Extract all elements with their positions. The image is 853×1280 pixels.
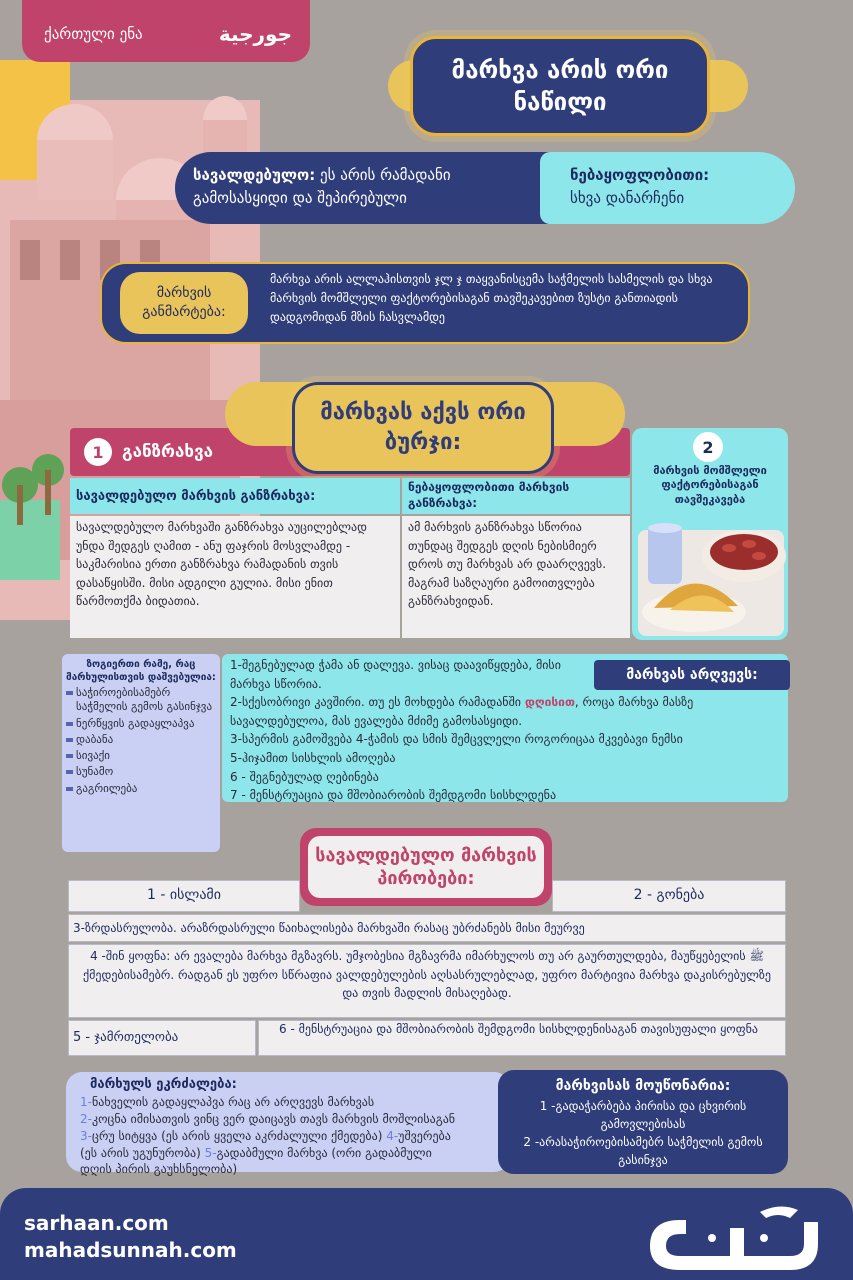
- breaker-item-7: 7 - მენსტრუაცია და მშობიარობის შემდგომი სისხლდენა: [230, 788, 557, 803]
- prohibited-num: 2-: [80, 1111, 92, 1126]
- voluntary-type: [540, 152, 795, 224]
- prohibited-list: [80, 1094, 496, 1178]
- prohibited-title: მარხულს ეკრძალება:: [90, 1077, 237, 1092]
- definition-label: მარხვის განმარტება:: [120, 272, 248, 334]
- voluntary-text: სხვა დანარჩენი: [570, 189, 685, 208]
- sidebar-item: სივაქი: [66, 749, 216, 763]
- title-conditions: სავალდებულო მარხვის პირობები:: [308, 836, 544, 898]
- sidebar-item: დაბანა: [66, 733, 216, 747]
- prohibited-box: [66, 1072, 510, 1177]
- sidebar-item: გაგრილება: [66, 782, 216, 796]
- breaker-item-2-highlight: დღისით: [524, 695, 575, 710]
- breaker-item-1: 1-შეგნებულად ჭამა ან დალევა. ვისაც დაავიწყდება, მისი მარხვა სწორია.: [230, 658, 561, 691]
- voluntary-label: ნებაყოფლობითი:: [570, 166, 710, 184]
- disliked-item-2: 2 -არასაჭიროებისამებრ საჭმელის გემოს გასინჯვა: [523, 1135, 763, 1167]
- obligatory-type: [175, 152, 565, 224]
- obligatory-text: ეს არის რამადანი გამოსასყიდი და შეპირებული: [193, 166, 451, 208]
- sidebar-item: ნერწყვის გადაყლაპვა: [66, 717, 216, 731]
- condition-1: 1 - ისლამი: [68, 880, 300, 912]
- site-link-mahadsunnah[interactable]: mahadsunnah.com: [24, 1238, 237, 1262]
- title-two-parts: მარხვა არის ორი ნაწილი: [410, 36, 710, 136]
- prohibited-num: 5-: [204, 1145, 217, 1160]
- prohibited-item: გადაბმული მარხვა (ორი გადაბმული დღის პირის გაუხსნელობა): [80, 1145, 432, 1177]
- intention-number: 1: [84, 438, 112, 466]
- definition-text: მარხვა არის ალლაჰისთვის ჯლ ჯ თაყვანისცემა საჭმელის სასმელის და სხვა მარხვის მომშლელი ფაქტორებისაგან თავშეკავებით ზუსტი განთიადის დადგომიდან მზის ჩასვლამდე: [270, 272, 713, 325]
- prohibited-num: 4-: [386, 1128, 399, 1143]
- condition-2: 2 - გონება: [552, 880, 786, 912]
- voluntary-intention-text: ამ მარხვის განზრახვა სწორია თუნდაც შედგეს დღის ნებისმიერ დროს თუ მარხვას არ დაარღვევს. მაგრამ საზღაური გამოითვლება განზრახვიდან.: [402, 516, 630, 638]
- language-tab: [22, 0, 310, 62]
- language-label: ქართული ენა: [44, 25, 143, 43]
- intention-title: განზრახვა: [122, 442, 214, 462]
- obligatory-intention-text: სავალდებულო მარხვაში განზრახვა აუცილებლად უნდა შედგეს ღამით - ანუ ფაჯრის მოსვლამდე - საკმარისია ერთი განზრახვა რამადანის თვის დასაწყისში. მისი ადგილი გულია. მისი ენით წარმოთქმა ბიდათია.: [70, 516, 400, 638]
- prohibited-num: 3-: [80, 1128, 92, 1143]
- prohibited-item: ცრუ სიტყვა (ეს არის ყველა აკრძალული ქმედება): [91, 1128, 387, 1143]
- refrain-title: მარხვის მომშლელი ფაქტორებისაგან თავშეკავება: [653, 464, 767, 506]
- breaker-item-2-pre: 2-სქესობრივი კავშირი. თუ ეს მოხდება რამადანში: [230, 695, 525, 710]
- sidebar-item: საჭიროებისამებრ საჭმელის გემოს გასინჯვა: [66, 686, 216, 715]
- refrain-number: 2: [693, 432, 723, 462]
- obligatory-label: სავალდებულო:: [193, 166, 316, 184]
- breaker-item-6: 6 - შეგნებულად ღებინება: [230, 769, 379, 784]
- disliked-item-1: 1 -გადაჭარბება პირისა და ცხვირის გამოვლებისას: [539, 1099, 747, 1131]
- breakers-label: მარხვას არღვევს:: [594, 660, 790, 690]
- sidebar-item: სუნამო: [66, 765, 216, 779]
- breaker-item-5: 5-ჰიჯამით სისხლის ამოღება: [230, 750, 396, 765]
- disliked-title: მარხვისას მოუწონარია:: [555, 1078, 731, 1094]
- breaker-item-2-post: , როცა მარხვა მასზე სავალდებულოა, მას ევალება მძიმე გამოსასყიდი.: [230, 695, 694, 728]
- breaker-item-2: [230, 693, 780, 730]
- condition-3: 3-ზრდასრულობა. არაზრდასრული წაიხალისება მარხვაში რასაც უბრძანებს მისი მეურვე: [68, 914, 786, 942]
- food-illustration: [634, 520, 788, 640]
- language-label-arabic: جورجية: [218, 22, 292, 46]
- obligatory-intention-header: სავალდებულო მარხვის განზრახვა:: [70, 478, 400, 514]
- permitted-sidebar: [62, 654, 220, 852]
- sidebar-title: ზოგიერთი რამე, რაც მარხულისთვის დაშვებულია:: [66, 659, 216, 683]
- title-two-pillars: მარხვას აქვს ორი ბურჯი:: [292, 382, 554, 474]
- voluntary-intention-header: ნებაყოფლობითი მარხვის განზრახვა:: [402, 478, 630, 514]
- brand-logo: [640, 1198, 840, 1274]
- breaker-item-3: 3-სპერმის გამოშვება 4-ჭამის და სმის შემცვლელი როგორიცაა მკვებავი ნემსი: [230, 732, 683, 747]
- condition-4: 4 -შინ ყოფნა: არ ევალება მარხვა მგზავრს. უმჯობესია მგზავრმა იმარხულოს თუ არ გაურთულდება, მაუწყებელის ﷺ ქმედებისამებრ. რადგან ეს უფრო სწრაფია ვალდებულების აღსასრულებლად, უფრო მარტივია მარხვა დაკისრებულზე და თვის მადლის მისაღებად.: [68, 944, 786, 1018]
- prohibited-item: ნახველის გადაყლაპვა რაც არ არღვევს მარხვას: [91, 1095, 375, 1110]
- condition-5: 5 - ჯამრთელობა: [68, 1020, 256, 1056]
- prohibited-item: უშვერება (ეს არის უგუნურობა): [80, 1128, 451, 1160]
- condition-6: 6 - მენსტრუაცია და მშობიარობის შემდგომი სისხლდენისაგან თავისუფალი ყოფნა: [258, 1020, 786, 1056]
- site-link-sarhaan[interactable]: sarhaan.com: [24, 1211, 169, 1235]
- disliked-box: [498, 1070, 788, 1174]
- prohibited-num: 1-: [80, 1095, 92, 1110]
- prohibited-item: კოცნა იმისათვის ვინც ვერ დაიცავს თავს მარხვის მოშლისაგან: [91, 1111, 456, 1126]
